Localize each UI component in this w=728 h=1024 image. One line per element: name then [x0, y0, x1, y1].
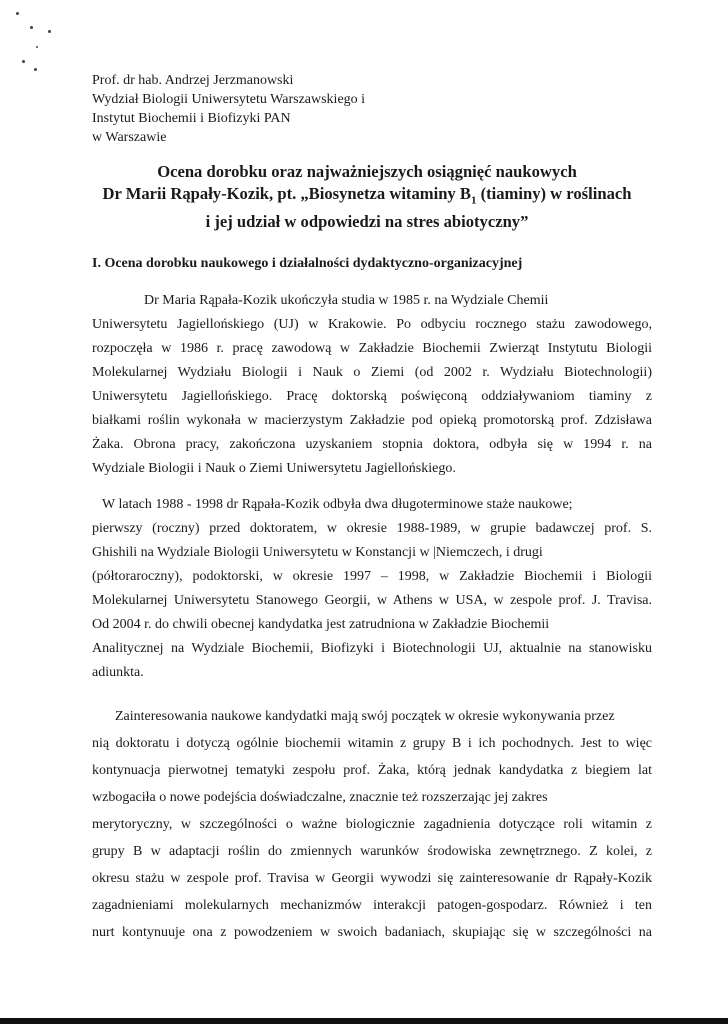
paragraph-2: [92, 493, 652, 685]
paragraph-line: W latach 1988 - 1998 dr Rąpała-Kozik odbyła dwa długoterminowe staże naukowe;: [102, 497, 573, 512]
title-subscript: 1: [470, 194, 477, 207]
paragraph-line: nią doktoratu i dotyczą ogólnie biochemii witamin z grupy B i ich pochodnych. Jest to więc: [92, 736, 652, 751]
scan-bottom-edge: [0, 1018, 728, 1024]
scan-speck: [16, 12, 19, 15]
paragraph-line: Żaka. Obrona pracy, zakończona uzyskaniem stopnia doktora, odbyła się w 1994 r. na: [92, 437, 652, 452]
paragraph-line: zagadnieniami molekularnych mechanizmów interakcji patogen-gospodarz. Również i ten: [92, 898, 652, 913]
paragraph-line: Zainteresowania naukowe kandydatki mają swój początek w okresie wykonywania przez: [115, 709, 615, 724]
paragraph-line: pierwszy (roczny) przed doktoratem, w okresie 1988-1989, w grupie badawczej prof. S.: [92, 521, 652, 536]
paragraph-line: nurt kontynuuje ona z powodzeniem w swoich badaniach, skupiając się w szczególności na: [92, 925, 652, 940]
paragraph-line: Molekularnej Wydziału Biologii i Nauk o Ziemi (od 2002 r. Wydziału Biotechnologii): [92, 365, 652, 380]
paragraph-line: merytoryczny, w szczególności o ważne biologicznie zagadnienia dotyczące roli witamin z: [92, 817, 652, 832]
paragraph-line: Od 2004 r. do chwili obecnej kandydatka jest zatrudniona w Zakładzie Biochemii: [92, 617, 550, 632]
paragraph-line: wzbogaciła o nowe podejścia doświadczalne, znacznie też rozszerzając jej zakres: [92, 790, 548, 805]
paragraph-line: kontynuacja pierwotnej tematyki zespołu prof. Żaka, którą jednak kandydatka z biegiem lat: [92, 763, 652, 778]
title-line-2-end: (tiaminy) w roślinach: [476, 184, 632, 203]
paragraph-line: adiunkta.: [92, 665, 144, 680]
paragraph-3: [92, 703, 652, 946]
paragraph-line: Uniwersytetu Jagiellońskiego (UJ) w Krakowie. Po odbyciu rocznego stażu zawodowego,: [92, 317, 652, 332]
paragraph-line: Ghishili na Wydziale Biologii Uniwersytetu w Konstancji w |Niemczech, i drugi: [92, 545, 543, 560]
author-affiliation-1: Wydział Biologii Uniwersytetu Warszawskiego i: [92, 92, 366, 107]
paragraph-1: [92, 289, 652, 481]
paragraph-line: Analitycznej na Wydziale Biochemii, Biofizyki i Biotechnologii UJ, aktualnie na stanowisku: [92, 641, 652, 656]
scan-speck: [36, 46, 38, 48]
scan-speck: [22, 60, 25, 63]
title-line-2-start: Dr Marii Rąpały-Kozik, pt. „Biosynetza witaminy B: [102, 184, 471, 203]
document-title: [82, 161, 652, 233]
paragraph-line: Wydziale Biologii i Nauk o Ziemi Uniwersytetu Jagiellońskiego.: [92, 461, 456, 476]
title-line-3: i jej udział w odpowiedzi na stres abiotyczny”: [205, 212, 529, 232]
paragraph-line: okresu stażu w zespole prof. Travisa w Georgii wywodzi się zainteresowanie dr Rąpały-Kozik: [92, 871, 652, 886]
paragraph-line: białkami roślin wykonała w macierzystym Zakładzie pod opieką promotorską prof. Zdzisława: [92, 413, 652, 428]
author-affiliation-2: Instytut Biochemii i Biofizyki PAN: [92, 111, 291, 126]
paragraph-line: Molekularnej Uniwersytetu Stanowego Georgii, w Athens w USA, w zespole prof. J. Travisa.: [92, 593, 652, 608]
paragraph-line: rozpoczęła w 1986 r. pracę zawodową w Zakładzie Biochemii Zwierząt Instytutu Biologii: [92, 341, 652, 356]
title-line-2: [82, 183, 652, 211]
title-line-1: Ocena dorobku oraz najważniejszych osiągnięć naukowych: [157, 162, 577, 181]
author-header: [92, 71, 365, 147]
paragraph-line: Uniwersytetu Jagiellońskiego. Pracę doktorską poświęconą oddziaływaniom tiaminy z: [92, 389, 652, 404]
scan-speck: [48, 30, 51, 33]
paragraph-line: Dr Maria Rąpała-Kozik ukończyła studia w 1985 r. na Wydziale Chemii: [144, 293, 549, 308]
author-city: w Warszawie: [92, 130, 167, 145]
section-heading: I. Ocena dorobku naukowego i działalności dydaktyczno-organizacyjnej: [92, 256, 523, 271]
scan-speck: [30, 26, 33, 29]
paragraph-line: (półtoraroczny), podoktorski, w okresie 1997 – 1998, w Zakładzie Biochemii i Biologii: [92, 569, 652, 584]
scan-specks: [14, 8, 54, 78]
author-name: Prof. dr hab. Andrzej Jerzmanowski: [92, 73, 294, 88]
paragraph-line: grupy B w adaptacji roślin do zmiennych warunków środowiska zewnętrznego. Z kolei, z: [92, 844, 652, 859]
scan-speck: [34, 68, 37, 71]
